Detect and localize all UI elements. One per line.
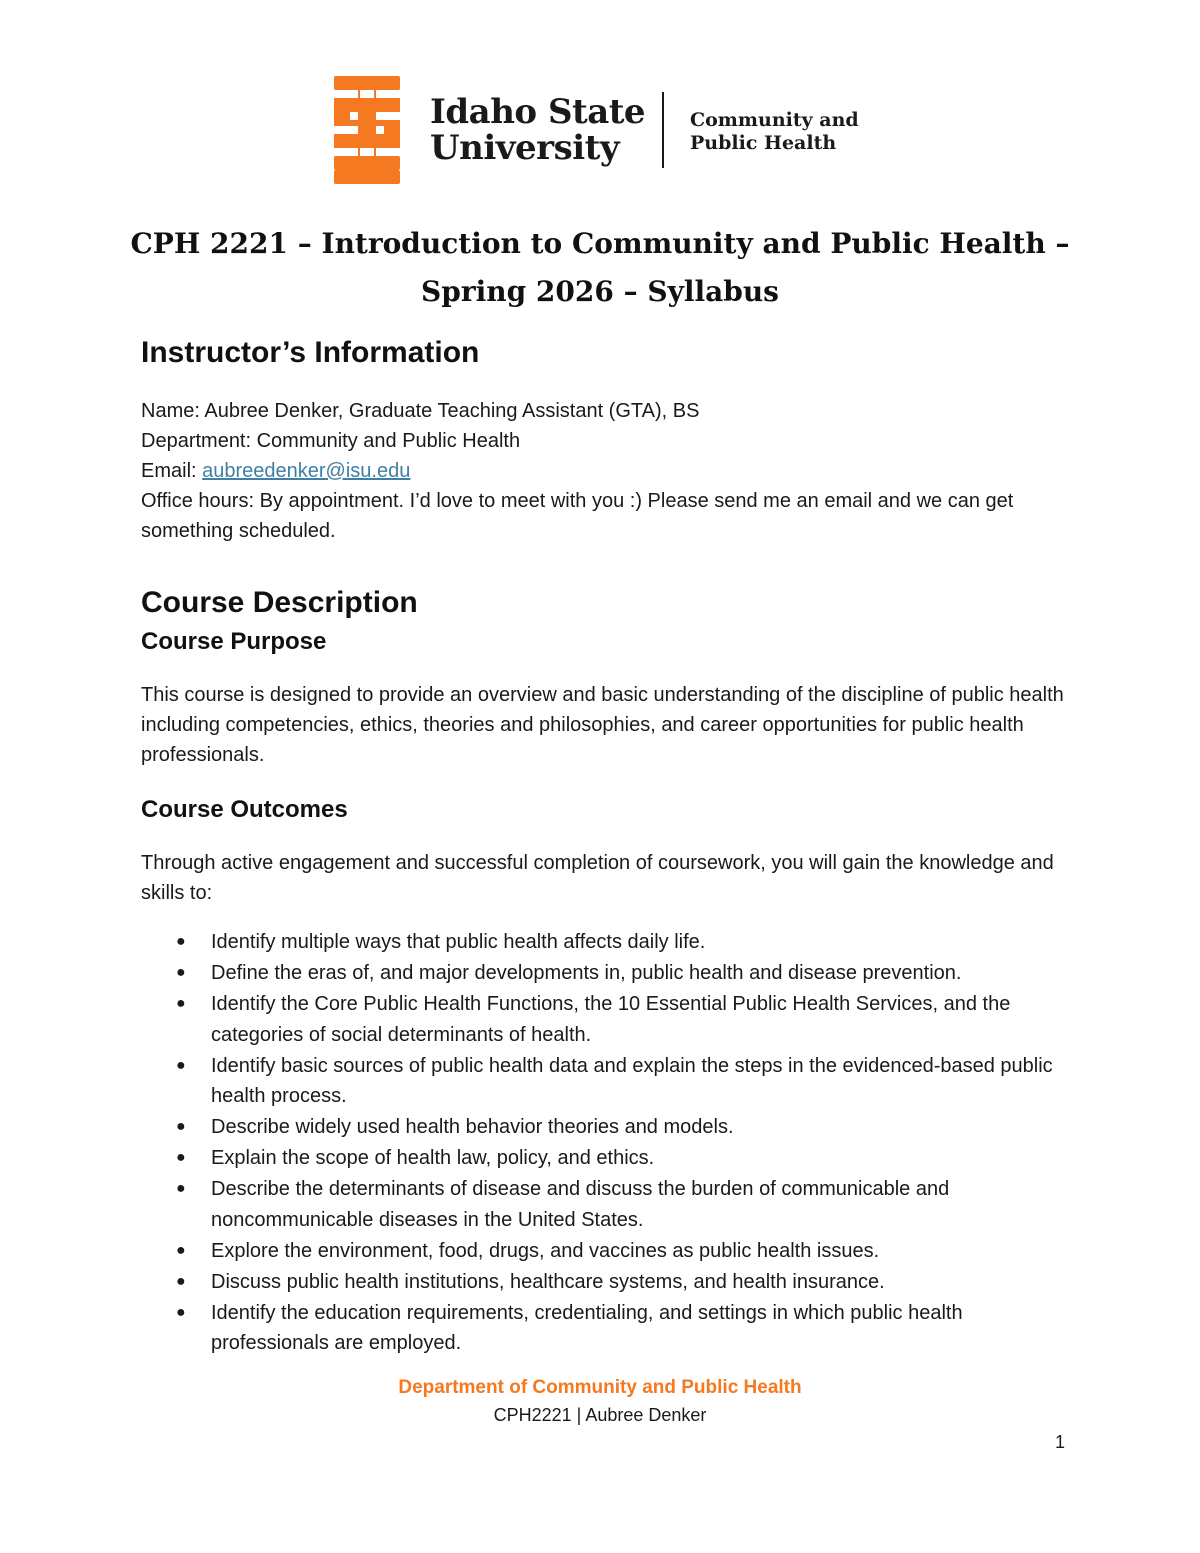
course-purpose-heading: Course Purpose [141, 628, 327, 655]
email-label: Email: [141, 460, 203, 482]
instructor-name: Name: Aubree Denker, Graduate Teaching Assistant (GTA), BS [141, 400, 700, 422]
bullet-icon: ● [176, 1241, 186, 1259]
list-item [176, 1267, 1071, 1298]
bullet-icon: ● [176, 1303, 186, 1321]
bullet-icon: ● [176, 933, 186, 950]
bullet-icon: ● [176, 1118, 186, 1135]
university-name-line1: Idaho State [430, 92, 646, 132]
outcome-text: Describe the determinants of disease and discuss the burden of communicable and noncommunicable diseases in the United States. [211, 1178, 950, 1231]
outcome-text: Identify basic sources of public health data and explain the steps in the evidenced-based public health process. [211, 1054, 1053, 1107]
university-name-line2: University [430, 128, 620, 168]
list-item [176, 1298, 1071, 1359]
bullet-icon: ● [176, 1272, 186, 1290]
instructor-heading: Instructor’s Information [141, 336, 480, 369]
office-hours: Office hours: By appointment. I’d love to meet with you :) Please send me an email and we can get something scheduled. [141, 490, 1014, 542]
course-outcomes-heading: Course Outcomes [141, 796, 348, 823]
document-title-line1: CPH 2221 – Introduction to Community and Public Health – [130, 227, 1070, 260]
outcome-text: Describe widely used health behavior theories and models. [211, 1116, 734, 1138]
bullet-icon: ● [176, 1149, 186, 1166]
list-item [176, 1236, 1071, 1267]
list-item [176, 1174, 1071, 1235]
course-outcomes-list [141, 927, 1071, 1359]
list-item [176, 1143, 1071, 1174]
list-item [176, 1051, 1071, 1112]
list-item [176, 989, 1071, 1050]
list-item [176, 958, 1071, 989]
outcome-text: Identify the Core Public Health Functions, the 10 Essential Public Health Services, and the categories of social determinants of health. [211, 993, 1011, 1046]
outcome-text: Identify the education requirements, credentialing, and settings in which public health professionals are employed. [211, 1301, 963, 1354]
university-name [430, 94, 645, 166]
outcome-text: Identify multiple ways that public health affects daily life. [211, 931, 706, 953]
outcome-text: Explain the scope of health law, policy, and ethics. [211, 1147, 655, 1169]
logo-divider [662, 92, 664, 168]
document-title [120, 220, 1080, 316]
outcome-text: Define the eras of, and major developments in, public health and disease prevention. [211, 962, 962, 984]
instructor-email-line [141, 456, 1071, 486]
logo-department-line1: Community and [690, 109, 859, 131]
isu-logo-icon [330, 76, 404, 184]
footer-department: Department of Community and Public Health [398, 1377, 802, 1398]
email-link[interactable]: aubreedenker@isu.edu [202, 460, 411, 482]
logo-department [690, 109, 859, 155]
course-outcomes-intro: Through active engagement and successful completion of coursework, you will gain the knowledge and skills to: [141, 852, 1054, 904]
document-body [141, 333, 1071, 1359]
bullet-icon: ● [176, 964, 186, 981]
document-title-line2: Spring 2026 – Syllabus [421, 275, 779, 308]
list-item [176, 927, 1071, 958]
page-footer [0, 1374, 1200, 1428]
footer-course-line: CPH2221 | Aubree Denker [493, 1405, 707, 1425]
bullet-icon: ● [176, 1180, 186, 1197]
outcome-text: Discuss public health institutions, healthcare systems, and health insurance. [211, 1270, 885, 1293]
instructor-department: Department: Community and Public Health [141, 430, 521, 452]
logo-department-line2: Public Health [690, 132, 837, 154]
bullet-icon: ● [176, 1056, 186, 1074]
page-number: 1 [1055, 1432, 1066, 1452]
course-purpose-text: This course is designed to provide an overview and basic understanding of the discipline of public health including competencies, ethics, theories and philosophies, and career opportunities for public health professionals. [141, 684, 1064, 766]
list-item [176, 1112, 1071, 1143]
bullet-icon: ● [176, 995, 186, 1012]
header-logo [330, 76, 890, 186]
course-description-heading: Course Description [141, 586, 418, 619]
outcome-text: Explore the environment, food, drugs, and vaccines as public health issues. [211, 1239, 880, 1262]
